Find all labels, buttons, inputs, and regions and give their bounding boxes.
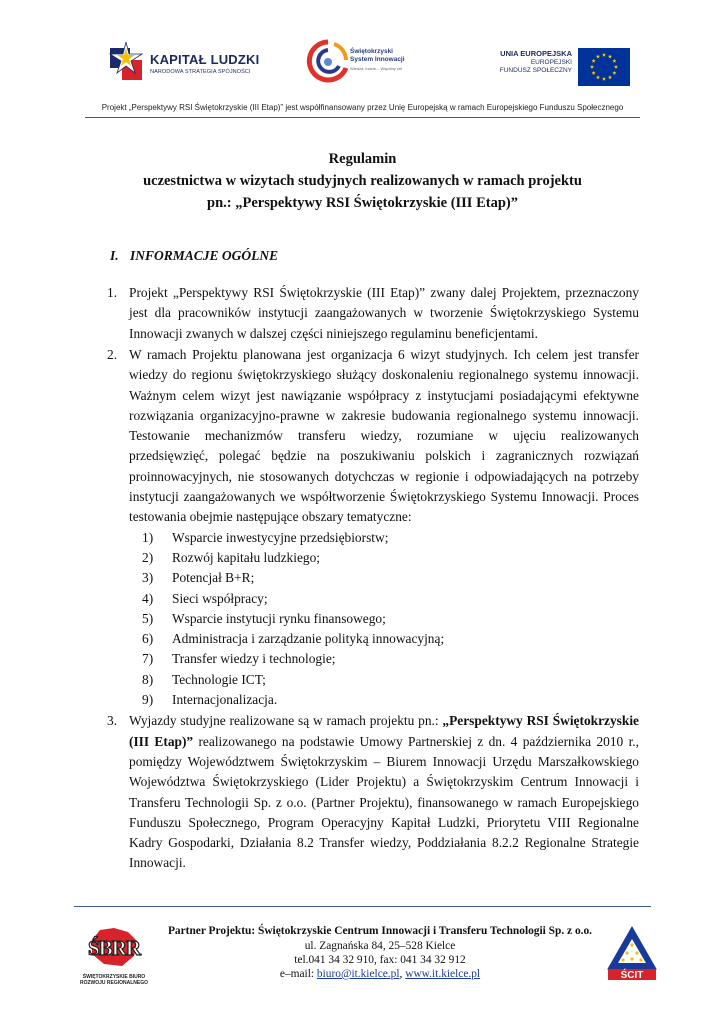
scit-wordmark: ŚCIT: [620, 970, 644, 981]
sub-list-number: 7): [142, 651, 154, 667]
title-line-2: uczestnictwa w wizytach studyjnych realizowanych w ramach projektu: [143, 173, 582, 189]
sub-list-item: [142, 528, 639, 548]
sub-list-text: Technologie ICT;: [172, 671, 266, 687]
scit-logo: [606, 925, 658, 981]
list-item-number: 2.: [107, 347, 118, 362]
kapital-ludzki-title: KAPITAŁ LUDZKI: [150, 52, 260, 67]
sub-list-text: Potencjał B+R;: [172, 570, 255, 586]
eu-flag-icon: [578, 48, 630, 86]
footer-separator: ,: [399, 968, 406, 980]
document-title: [60, 148, 665, 214]
list-item-number: 1.: [107, 285, 118, 300]
sub-list-item: [142, 568, 639, 588]
sub-list-number: 5): [142, 610, 154, 626]
sub-list-item: [142, 629, 639, 649]
list-item-3: [107, 711, 639, 873]
sub-list-number: 8): [142, 671, 154, 687]
sub-list-number: 3): [142, 570, 154, 586]
list-item-2: [107, 345, 639, 710]
sub-list-text: Wsparcie inwestycyjne przedsiębiorstw;: [172, 529, 389, 545]
ssi-tagline: Wiedza, ludzie – Wspólny cel: [350, 66, 403, 71]
sub-list-text: Rozwój kapitału ludzkiego;: [172, 549, 321, 565]
footer-partner: Partner Projektu: Świętokrzyskie Centrum Innowacji i Transferu Technologii Sp. z o.o.: [167, 925, 593, 937]
eu-line3: FUNDUSZ SPOŁECZNY: [499, 67, 572, 74]
sub-list-number: 2): [142, 549, 154, 565]
list-item-text: W ramach Projektu planowana jest organizacja 6 wizyt studyjnych. Ich celem jest transfer wiedzy do regionu świętokrzyskiego służący doskonaleniu regionalnego systemu innowacji. Ważnym celem wizyt jest nawiązanie współpracy z instytucjami posiadającymi efektywne rozwiązania organizacyjno-prawne w zakresie budowania regionalnego systemu innowacji. Testowanie mechanizmów transferu wiedzy, rozumiane w ujęciu realizowanych przedsięwzięć, polegać będzie na poszukiwaniu polskich i zagranicznych rozwiązań proinnowacyjnych, nie stosowanych dotychczas w regionie i odpowiadających na potrzeby instytucji zaangażowanych we współtworzenie Świętokrzyskiego Systemu Innowacji. Proces testowania obejmie następujące obszary tematyczne:: [129, 347, 639, 525]
title-line-1: Regulamin: [328, 151, 397, 167]
sub-list-text: Wsparcie instytucji rynku finansowego;: [172, 610, 386, 626]
sbrr-caption-line2: ROZWOJU REGIONALNEGO: [79, 980, 149, 986]
kapital-ludzki-logo: [108, 42, 258, 86]
sub-list-item: [142, 589, 639, 609]
sub-list-text: Sieci współpracy;: [172, 590, 268, 606]
footer-mail-prefix: e–mail:: [279, 968, 317, 980]
sub-list-number: 9): [142, 692, 154, 708]
list-item-text: Projekt „Perspektywy RSI Świętokrzyskie (III Etap)” zwany dalej Projektem, przeznaczony jest dla pracowników instytucji zaangażowanych w tworzenie Świętokrzyskiego Systemu Innowacji zwanych w dalszej części niniejszego regulaminu beneficjentami.: [129, 285, 639, 341]
sub-list-item: [142, 690, 639, 710]
sub-list-text: Internacjonalizacja.: [172, 692, 278, 708]
eu-logo: [480, 48, 630, 88]
footer-divider: [74, 906, 651, 907]
sub-list-number: 4): [142, 590, 154, 606]
sub-list-text: Administracja i zarządzanie polityką innowacyjną;: [172, 631, 445, 647]
section-heading: [110, 248, 278, 264]
header-logos: [0, 36, 725, 96]
list-item-number: 3.: [107, 713, 118, 729]
footer-address: ul. Zagnańska 84, 25–528 Kielce: [304, 940, 456, 952]
kapital-ludzki-subtitle: NARODOWA STRATEGIA SPÓJNOŚCI: [150, 69, 251, 75]
sub-list-item: [142, 609, 639, 629]
list-item-1: [107, 283, 639, 345]
section-title: INFORMACJE OGÓLNE: [130, 248, 279, 263]
ssi-rings-icon: [306, 38, 350, 86]
sub-list-item: [142, 548, 639, 568]
numbered-list: [107, 283, 639, 874]
email-link[interactable]: biuro@it.kielce.pl: [316, 968, 400, 980]
list-item-text-cont: realizowanego na podstawie Umowy Partnerskiej z dn. 4 października 2010 r., pomiędzy Województwem Świętokrzyskim – Biurem Innowacji Urzędu Marszałkowskiego Województwa Świętokrzyskiego (Lider Projektu) a Świętokrzyskim Centrum Innowacji i Transferu Technologii Sp. z o.o. (Partner Projektu), finansowanego w ramach Europejskiego Funduszu Społecznego, Program Operacyjny Kapitał Ludzki, Priorytetu VIII Regionalne Kadry Gospodarki, Działania 8.2 Transfer wiedzy, Poddziałania 8.2.2 Regionalne Strategie Innowacji.: [129, 733, 639, 871]
ssi-line2: System Innowacji: [350, 56, 405, 63]
eu-line2: EUROPEJSKI: [530, 59, 572, 66]
sub-list-item: [142, 670, 639, 690]
ssi-logo: [306, 38, 416, 88]
sub-list-item: [142, 649, 639, 669]
sub-list-number: 1): [142, 529, 154, 545]
project-name-bold: „Perspektywy RSI Świętokrzyskie (III Etap)”: [129, 713, 639, 749]
sub-list-number: 6): [142, 631, 154, 647]
section-number: I.: [110, 248, 119, 263]
header-divider: [85, 117, 640, 118]
project-cofinancing-note: Projekt „Perspektywy RSI Świętokrzyskie (III Etap)” jest współfinansowany przez Unię Europejską w ramach Europejskiego Funduszu Społecznego: [101, 103, 624, 112]
sub-list-text: Transfer wiedzy i technologie;: [172, 651, 336, 667]
ssi-line1: Świętokrzyski: [350, 48, 393, 55]
sbrr-caption-line1: ŚWIĘTOKRZYSKIE BIURO: [82, 974, 146, 980]
kapital-ludzki-star-icon: [108, 42, 144, 82]
footer-contact: [140, 968, 620, 980]
website-link[interactable]: www.it.kielce.pl: [405, 968, 481, 980]
footer-phone: tel.041 34 32 910, fax: 041 34 32 912: [294, 954, 466, 966]
eu-text: [500, 48, 572, 75]
title-line-3: pn.: „Perspektywy RSI Świętokrzyskie (III Etap)”: [207, 195, 518, 211]
eu-line1: UNIA EUROPEJSKA: [500, 49, 572, 58]
list-item-text: Wyjazdy studyjne realizowane są w ramach projektu pn.:: [129, 713, 443, 729]
sbrr-wordmark: ŚBRR: [88, 936, 141, 960]
thematic-areas-list: [142, 528, 639, 711]
